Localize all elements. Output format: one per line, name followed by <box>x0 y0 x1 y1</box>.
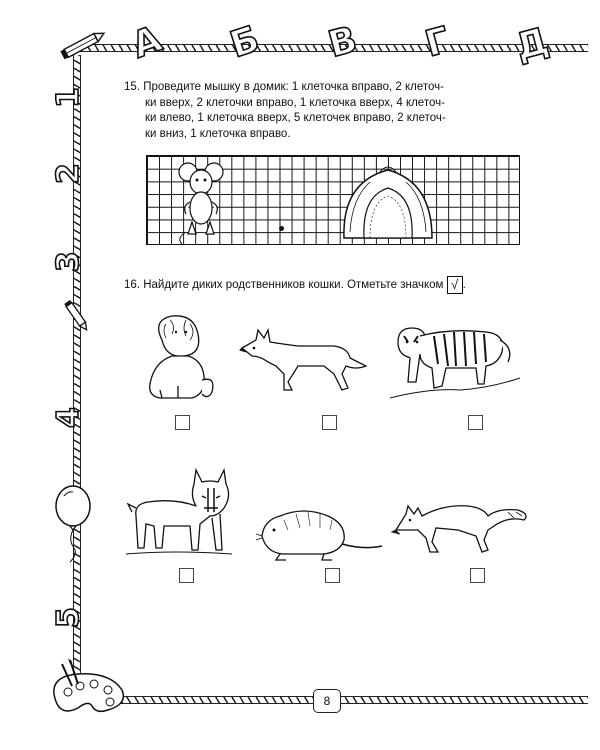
task-16-end: . <box>462 279 466 292</box>
task-16-instruction: Найдите диких родственников кошки. Отметьте значком <box>143 279 444 292</box>
task-15-line-2: ки вверх, 2 клеточки вправо, 1 клеточка вверх, 4 клеточ- <box>145 96 445 109</box>
answer-checkbox-lynx[interactable] <box>179 568 194 583</box>
mouse-house-icon <box>340 162 436 240</box>
pencil-icon <box>58 28 108 62</box>
border-digit-4: 4 <box>50 407 86 428</box>
mouse-icon <box>176 158 226 244</box>
task-15-number: 15. <box>124 81 140 93</box>
answer-checkbox-rat[interactable] <box>325 568 340 583</box>
border-digit-3: 3 <box>50 251 86 272</box>
answer-checkbox-fox[interactable] <box>470 568 485 583</box>
border-letter-v: В <box>324 19 362 66</box>
bottom-rope-border <box>118 696 588 704</box>
lynx-icon <box>124 468 236 560</box>
answer-checkbox-tiger[interactable] <box>468 415 483 430</box>
border-letter-d: Д <box>511 20 553 69</box>
task-16-number: 16. <box>124 279 140 292</box>
start-dot <box>279 226 284 231</box>
lion-icon <box>132 310 222 402</box>
rat-icon <box>254 500 384 562</box>
checkmark-sample-box: √ <box>447 276 463 294</box>
balloon-icon <box>50 484 96 564</box>
border-digit-1: 1 <box>50 87 86 108</box>
task-15-line-1: Проведите мышку в домик: 1 клеточка вправо, 2 клеточ- <box>143 81 445 93</box>
page-number: 8 <box>313 689 341 713</box>
left-rope-border <box>73 55 81 695</box>
border-digit-2: 2 <box>50 163 86 184</box>
answer-checkbox-lion[interactable] <box>175 415 190 430</box>
task-15-line-3: ки влево, 1 клеточка вверх, 5 клеточек вправо, 2 клеточ- <box>145 112 446 124</box>
fox-icon <box>388 486 532 558</box>
tiger-icon <box>390 318 522 404</box>
task-16-text <box>124 276 534 294</box>
wolf-icon <box>238 322 370 394</box>
border-letter-g: Г <box>421 19 454 66</box>
border-letter-a: А <box>126 18 168 67</box>
pencil-icon <box>58 298 96 336</box>
task-15-text <box>124 80 520 142</box>
border-letter-b: Б <box>225 18 265 67</box>
border-digit-5: 5 <box>50 607 86 628</box>
task-15-line-4: ки вниз, 1 клеточка вправо. <box>145 127 291 140</box>
answer-checkbox-wolf[interactable] <box>322 415 337 430</box>
paint-palette-icon <box>48 658 130 720</box>
